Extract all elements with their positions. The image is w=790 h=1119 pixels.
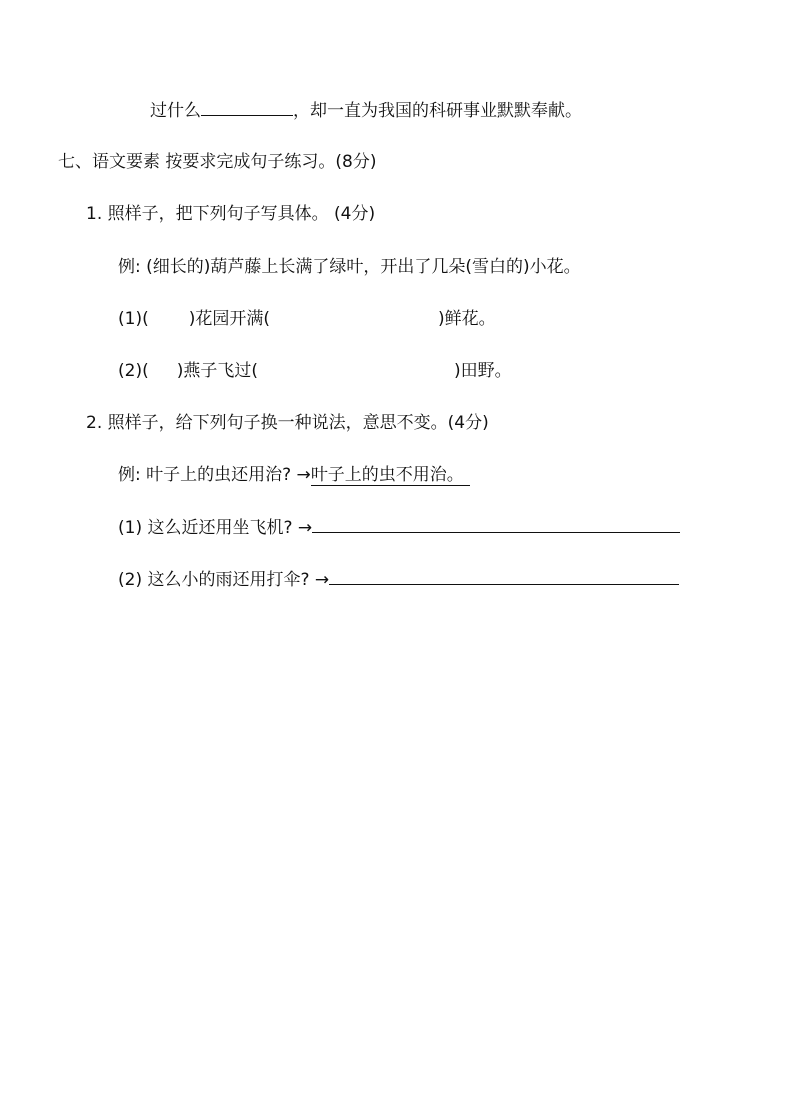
answer-blank[interactable] bbox=[201, 99, 293, 116]
question-2-item-2 bbox=[118, 568, 679, 591]
item-text-end: )田野。 bbox=[454, 361, 512, 381]
section-7-title: 七、语文要素 按要求完成句子练习。(8分) bbox=[58, 152, 377, 172]
item-text: 这么小的雨还用打伞? → bbox=[147, 570, 330, 590]
question-1-item-1 bbox=[118, 308, 496, 330]
fill-line-top bbox=[150, 99, 582, 122]
item-text: )燕子飞过( bbox=[176, 361, 258, 381]
question-2-item-1 bbox=[118, 516, 680, 539]
item-number: (2) bbox=[118, 361, 143, 381]
question-2-example bbox=[118, 464, 470, 486]
line-text-after: ，却一直为我国的科研事业默默奉献。 bbox=[293, 101, 582, 121]
answer-line[interactable] bbox=[329, 568, 679, 585]
example-prefix: 例: 叶子上的虫还用治? → bbox=[118, 465, 311, 485]
item-text: 这么近还用坐飞机? → bbox=[147, 518, 313, 538]
answer-line[interactable] bbox=[312, 516, 680, 533]
question-2-title: 2. 照样子，给下列句子换一种说法，意思不变。(4分) bbox=[86, 413, 489, 433]
paren-open: ( bbox=[142, 309, 149, 329]
item-number: (1) bbox=[118, 518, 143, 538]
item-text: )花园开满( bbox=[188, 309, 270, 329]
line-text-before: 过什么 bbox=[150, 101, 201, 121]
item-text-end: )鲜花。 bbox=[438, 309, 496, 329]
item-number: (1) bbox=[118, 309, 143, 329]
question-1-item-2 bbox=[118, 360, 512, 382]
question-1-example: 例: (细长的)葫芦藤上长满了绿叶，开出了几朵(雪白的)小花。 bbox=[118, 257, 581, 277]
question-1-title: 1. 照样子，把下列句子写具体。 (4分) bbox=[86, 204, 376, 224]
item-number: (2) bbox=[118, 570, 143, 590]
example-answer: 叶子上的虫不用治。 bbox=[311, 465, 470, 486]
paren-open: ( bbox=[142, 361, 149, 381]
